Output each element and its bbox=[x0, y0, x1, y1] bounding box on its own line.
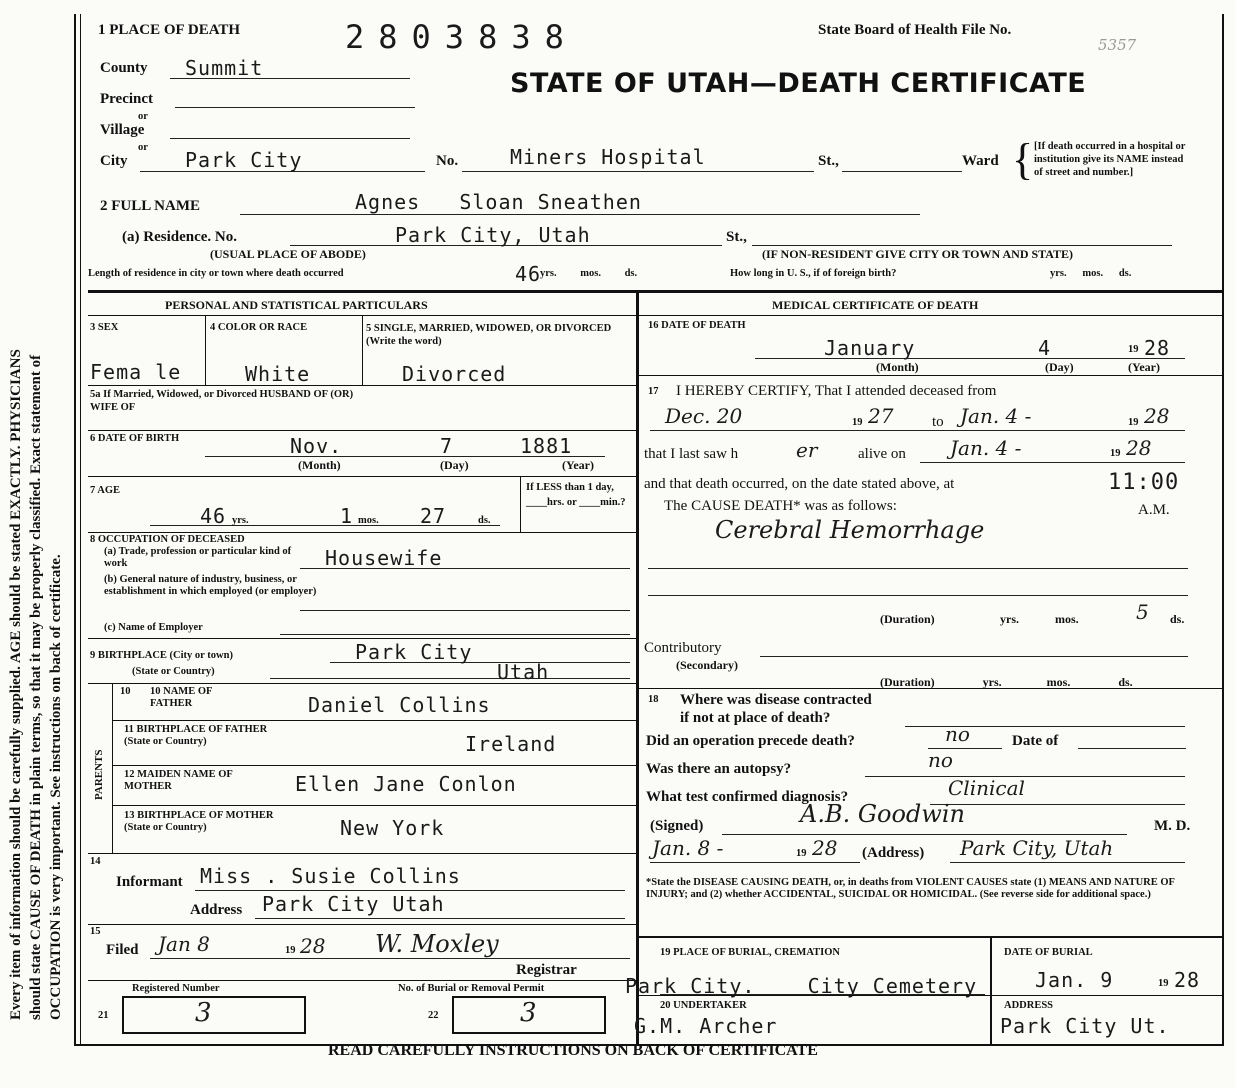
row-rule-5 bbox=[88, 638, 636, 639]
test-line bbox=[930, 804, 1185, 805]
dob-day-value: 7 bbox=[440, 434, 454, 458]
mother-birth-value: New York bbox=[340, 816, 445, 840]
city-label: City bbox=[100, 153, 128, 169]
informant-no: 14 bbox=[90, 856, 101, 867]
row-rule-9 bbox=[112, 805, 636, 806]
row-rule-12 bbox=[88, 980, 636, 981]
occupation-sub-a: (a) Trade, profession or particular kind of work bbox=[104, 546, 292, 569]
duration-ds: ds. bbox=[1170, 612, 1185, 626]
attended-to-year-prefix: 19 bbox=[1128, 417, 1139, 428]
operation-value: no bbox=[945, 722, 970, 746]
father-birth-label: 11 BIRTHPLACE OF FATHER (State or Country) bbox=[124, 724, 268, 747]
birthplace-city-value: Park City bbox=[355, 640, 473, 664]
informant-label: Informant bbox=[116, 874, 183, 890]
sex-color-divider bbox=[205, 315, 206, 385]
mother-birth-label: 13 BIRTHPLACE OF MOTHER (State or Country) bbox=[124, 810, 274, 833]
dob-day-label: (Day) bbox=[440, 458, 469, 472]
ward-label: Ward bbox=[962, 153, 999, 169]
footer-instructions: READ CAREFULLY INSTRUCTIONS ON BACK OF CERTIFICATE bbox=[328, 1042, 818, 1059]
registrar-signature: W. Moxley bbox=[375, 930, 499, 958]
test-value: Clinical bbox=[948, 776, 1025, 800]
birthplace-state-label: (State or Country) bbox=[132, 666, 215, 677]
filed-year-prefix: 19 bbox=[285, 945, 296, 956]
q18-no: 18 bbox=[648, 694, 659, 705]
medical-rule-2 bbox=[636, 688, 1222, 689]
cause-value: Cerebral Hemorrhage bbox=[715, 516, 985, 544]
lessthan-divider bbox=[520, 476, 521, 532]
attended-to-value: Jan. 4 - bbox=[960, 404, 1032, 428]
informant-address-label: Address bbox=[190, 902, 243, 918]
parents-label: PARENTS bbox=[93, 749, 105, 800]
age-label: 7 AGE bbox=[90, 485, 121, 496]
st-line bbox=[842, 171, 962, 172]
md-label: M. D. bbox=[1154, 818, 1191, 834]
mother-name-value: Ellen Jane Conlon bbox=[295, 772, 517, 796]
section-header-rule bbox=[88, 315, 1222, 316]
death-day-value: 4 bbox=[1038, 336, 1052, 360]
full-name-label: 2 FULL NAME bbox=[100, 198, 201, 214]
marital-value: Divorced bbox=[402, 362, 507, 386]
signed-value: A.B. Goodwin bbox=[800, 800, 965, 828]
occupation-label: 8 OCCUPATION OF DECEASED bbox=[90, 534, 245, 545]
side-instruction-line-2: should state CAUSE OF DEATH in plain terms, so that it may be properly classified. Exact statement of bbox=[28, 354, 44, 1020]
residence-st-line bbox=[752, 245, 1172, 246]
certificate-number: 2803838 bbox=[345, 18, 578, 56]
hospital-note: [If death occurred in a hospital or institution give its NAME instead of street and number.] bbox=[1034, 141, 1186, 178]
informant-line bbox=[195, 890, 625, 891]
sex-label: 3 SEX bbox=[90, 322, 119, 333]
section-top-rule bbox=[88, 290, 1222, 293]
parents-divider bbox=[112, 683, 113, 853]
alive-on-label: alive on bbox=[858, 446, 906, 462]
burial-date-label: DATE OF BURIAL bbox=[1004, 947, 1093, 958]
reg-22-label: 22 bbox=[428, 1010, 439, 1021]
occupation-line-c bbox=[280, 634, 630, 635]
last-saw-pronoun: er bbox=[796, 438, 818, 462]
age-months-value: 1 bbox=[340, 504, 354, 528]
village-line bbox=[170, 138, 410, 139]
signed-date-line bbox=[650, 862, 860, 863]
precinct-line bbox=[175, 107, 415, 108]
age-days-unit: ds. bbox=[478, 515, 491, 526]
age-days-value: 27 bbox=[420, 504, 447, 528]
row-rule-6 bbox=[88, 683, 636, 684]
age-months-unit: mos. bbox=[358, 515, 379, 526]
death-year-prefix: 19 bbox=[1128, 344, 1139, 355]
row-rule-4 bbox=[88, 532, 636, 533]
informant-value: Miss . Susie Collins bbox=[200, 864, 461, 888]
filed-no: 15 bbox=[90, 926, 101, 937]
us-residence-label: How long in U. S., if of foreign birth? bbox=[730, 268, 897, 279]
occupation-sub-b: (b) General nature of industry, business, or establishment in which employed (or employer) bbox=[104, 574, 317, 597]
duration-label: (Duration) bbox=[880, 612, 935, 626]
precinct-label: Precinct bbox=[100, 91, 154, 107]
contributory-label: Contributory bbox=[644, 640, 722, 656]
left-border-outer bbox=[74, 14, 76, 1044]
reg-number-box bbox=[122, 996, 306, 1034]
signed-address-line bbox=[950, 862, 1185, 863]
signed-address-label: (Address) bbox=[862, 845, 925, 861]
usual-place-label: (USUAL PLACE OF ABODE) bbox=[210, 247, 366, 261]
place-of-death-label: 1 PLACE OF DEATH bbox=[98, 22, 241, 38]
color-label: 4 COLOR OR RACE bbox=[210, 322, 308, 333]
age-years-unit: yrs. bbox=[232, 515, 249, 526]
last-saw-year-prefix: 19 bbox=[1110, 448, 1121, 459]
father-birth-value: Ireland bbox=[465, 732, 557, 756]
filed-line bbox=[150, 958, 630, 959]
reg-21-label: 21 bbox=[98, 1010, 109, 1021]
residence-value: Park City, Utah bbox=[395, 223, 591, 247]
duration2-units: (Duration) yrs. mos. ds. bbox=[880, 675, 1133, 689]
death-month-value: January bbox=[824, 336, 916, 360]
side-instruction-line-3: OCCUPATION is very important. See instructions on back of certificate. bbox=[48, 554, 64, 1020]
age-years-value: 46 bbox=[200, 504, 227, 528]
autopsy-label: Was there an autopsy? bbox=[646, 761, 792, 777]
burial-permit-label: No. of Burial or Removal Permit bbox=[398, 983, 545, 994]
last-saw-line bbox=[920, 462, 1185, 463]
contributory-line bbox=[760, 656, 1188, 657]
filed-year-value: 28 bbox=[300, 934, 326, 958]
operation-label: Did an operation precede death? bbox=[646, 733, 855, 749]
signed-line bbox=[722, 834, 1127, 835]
father-name-value: Daniel Collins bbox=[308, 693, 491, 717]
undertaker-label: 20 UNDERTAKER bbox=[660, 1000, 747, 1011]
street-no-label: No. bbox=[436, 153, 459, 169]
village-label: Village bbox=[100, 122, 145, 138]
occupation-value: Housewife bbox=[325, 546, 443, 570]
father-name-label: 10 NAME OF FATHER bbox=[150, 686, 213, 709]
or-label-2: or bbox=[138, 142, 148, 153]
row-rule-2 bbox=[88, 430, 636, 431]
city-value: Park City bbox=[185, 148, 303, 172]
informant-address-value: Park City Utah bbox=[262, 892, 445, 916]
cause-line-2 bbox=[648, 595, 1188, 596]
burial-date-value: Jan. 9 bbox=[1035, 968, 1114, 992]
county-label: County bbox=[100, 60, 148, 76]
birthplace-state-value: Utah bbox=[497, 660, 550, 684]
dob-month-value: Nov. bbox=[290, 434, 343, 458]
burial-place-value: Park City. City Cemetery bbox=[625, 974, 978, 998]
color-marital-divider bbox=[362, 315, 363, 385]
attended-from-year: 27 bbox=[868, 404, 894, 428]
file-no-value: 5357 bbox=[1098, 36, 1137, 54]
last-saw-label: that I last saw h bbox=[644, 446, 739, 462]
nonresident-note: (IF NON-RESIDENT GIVE CITY OR TOWN AND STATE) bbox=[762, 247, 1074, 261]
column-divider bbox=[636, 290, 639, 1044]
duration-units: yrs. mos. bbox=[1000, 612, 1079, 626]
death-year-value: 28 bbox=[1144, 336, 1171, 360]
medical-rule-4 bbox=[636, 995, 1222, 996]
informant-address-line bbox=[255, 918, 625, 919]
birthplace-label: 9 BIRTHPLACE (City or town) bbox=[90, 650, 233, 661]
right-border bbox=[1222, 14, 1224, 1044]
st-label: St., bbox=[818, 153, 839, 169]
husband-label: 5a If Married, Widowed, or Divorced HUSBAND OF (OR) WIFE OF bbox=[90, 389, 354, 413]
medical-footnote: *State the DISEASE CAUSING DEATH, or, in deaths from VIOLENT CAUSES state (1) MEANS AND NATURE OF INJURY; and (2) whether ACCIDENTAL, SUICIDAL OR HOMICIDAL. (See reverse side for additional space.) bbox=[646, 877, 1175, 900]
length-residence-label: Length of residence in city or town where death occurred bbox=[88, 268, 344, 279]
burial-place-label: 19 PLACE OF BURIAL, CREMATION bbox=[660, 947, 840, 958]
dob-year-label: (Year) bbox=[562, 458, 594, 472]
occupation-sub-c: (c) Name of Employer bbox=[104, 622, 203, 633]
medical-rule-1 bbox=[636, 375, 1222, 376]
burial-year-value: 28 bbox=[1174, 968, 1201, 992]
undertaker-value: G.M. Archer bbox=[634, 1014, 778, 1038]
burial-address-label: ADDRESS bbox=[1004, 1000, 1054, 1011]
certificate-title: STATE OF UTAH—DEATH CERTIFICATE bbox=[510, 68, 1087, 99]
street-no-value: Miners Hospital bbox=[510, 145, 706, 169]
row-rule-1 bbox=[88, 385, 636, 386]
file-no-label: State Board of Health File No. bbox=[818, 22, 1012, 38]
color-value: White bbox=[245, 362, 311, 386]
street-no-line bbox=[462, 171, 814, 172]
medical-rule-3 bbox=[636, 936, 1222, 938]
signed-date-value: Jan. 8 - bbox=[652, 836, 724, 860]
medical-section-title: MEDICAL CERTIFICATE OF DEATH bbox=[772, 298, 979, 312]
residence-st-label: St., bbox=[726, 229, 747, 245]
test-label: What test confirmed diagnosis? bbox=[646, 789, 849, 805]
burial-divider bbox=[990, 936, 992, 1044]
reg-number-label: Registered Number bbox=[132, 983, 220, 994]
signed-address-value: Park City, Utah bbox=[960, 836, 1114, 860]
dob-label: 6 DATE OF BIRTH bbox=[90, 433, 180, 444]
certify-no: 17 bbox=[648, 386, 659, 397]
reg-number-value: 3 bbox=[195, 998, 212, 1028]
row-rule-8 bbox=[112, 765, 636, 766]
date-of-line bbox=[1078, 748, 1186, 749]
death-time-value: 11:00 bbox=[1108, 470, 1180, 495]
dob-month-label: (Month) bbox=[298, 458, 341, 472]
row-rule-11 bbox=[88, 924, 636, 925]
attended-line bbox=[650, 430, 1185, 431]
burial-address-value: Park City Ut. bbox=[1000, 1014, 1170, 1038]
death-occurred-text: and that death occurred, on the date stated above, at bbox=[644, 476, 955, 492]
date-of-death-label: 16 DATE OF DEATH bbox=[648, 320, 746, 331]
marital-label: 5 SINGLE, MARRIED, WIDOWED, OR DIVORCED (Write the word) bbox=[366, 323, 612, 347]
duration-months-value: 5 bbox=[1136, 600, 1149, 624]
signed-year-value: 28 bbox=[812, 836, 838, 860]
birthplace-state-line bbox=[270, 678, 630, 679]
am-label: A.M. bbox=[1138, 502, 1170, 518]
signed-year-prefix: 19 bbox=[796, 848, 807, 859]
autopsy-line bbox=[865, 776, 1185, 777]
cause-label: The CAUSE DEATH* was as follows: bbox=[664, 498, 897, 514]
left-border-inner bbox=[80, 14, 81, 1044]
row-rule-3 bbox=[88, 476, 636, 477]
personal-section-title: PERSONAL AND STATISTICAL PARTICULARS bbox=[165, 298, 428, 312]
burial-year-prefix: 19 bbox=[1158, 978, 1169, 989]
q18-text2: if not at place of death? bbox=[680, 710, 831, 726]
attended-to-year: 28 bbox=[1144, 404, 1170, 428]
death-day-label: (Day) bbox=[1045, 360, 1074, 374]
ward-brace: { bbox=[1012, 135, 1034, 184]
sex-value: Fema le bbox=[90, 360, 182, 384]
filed-date-value: Jan 8 bbox=[158, 932, 210, 956]
certify-text: I HEREBY CERTIFY, That I attended deceased from bbox=[676, 383, 997, 399]
cause-line-1 bbox=[648, 568, 1188, 569]
us-residence-units: yrs. mos. ds. bbox=[1050, 268, 1132, 279]
row-rule-10 bbox=[88, 853, 636, 854]
registrar-label: Registrar bbox=[516, 962, 577, 978]
last-saw-year: 28 bbox=[1126, 436, 1152, 460]
father-no: 10 bbox=[120, 686, 131, 697]
date-of-death-line bbox=[755, 358, 1185, 359]
length-residence-units: yrs. mos. ds. bbox=[540, 268, 638, 279]
side-instruction-line-1: Every item of information should be carefully supplied. AGE should be stated EXACTLY. PHYSICIANS bbox=[8, 349, 24, 1020]
county-value: Summit bbox=[185, 56, 264, 80]
death-year-label: (Year) bbox=[1128, 360, 1160, 374]
dob-year-value: 1881 bbox=[520, 434, 573, 458]
full-name-value: Agnes Sloan Sneathen bbox=[355, 190, 642, 214]
mother-name-label: 12 MAIDEN NAME OF MOTHER bbox=[124, 769, 233, 792]
last-saw-date: Jan. 4 - bbox=[950, 436, 1022, 460]
to-label: to bbox=[932, 414, 944, 430]
full-name-line bbox=[240, 214, 920, 215]
autopsy-value: no bbox=[928, 748, 953, 772]
burial-permit-value: 3 bbox=[520, 998, 537, 1028]
filed-label: Filed bbox=[106, 942, 139, 958]
or-label-1: or bbox=[138, 111, 148, 122]
lessthan-label: If LESS than 1 day, ____hrs. or ____min.? bbox=[526, 482, 626, 508]
attended-from-year-prefix: 19 bbox=[852, 417, 863, 428]
residence-label: (a) Residence. No. bbox=[122, 229, 237, 245]
row-rule-7 bbox=[112, 720, 636, 721]
occupation-line-b bbox=[300, 610, 630, 611]
signed-label: (Signed) bbox=[650, 818, 704, 834]
secondary-label: (Secondary) bbox=[676, 658, 738, 672]
date-of-label: Date of bbox=[1012, 733, 1059, 749]
length-residence-value: 46 bbox=[515, 262, 542, 286]
attended-from-value: Dec. 20 bbox=[665, 404, 743, 428]
q18-text: Where was disease contracted bbox=[680, 692, 872, 708]
death-month-label: (Month) bbox=[876, 360, 919, 374]
